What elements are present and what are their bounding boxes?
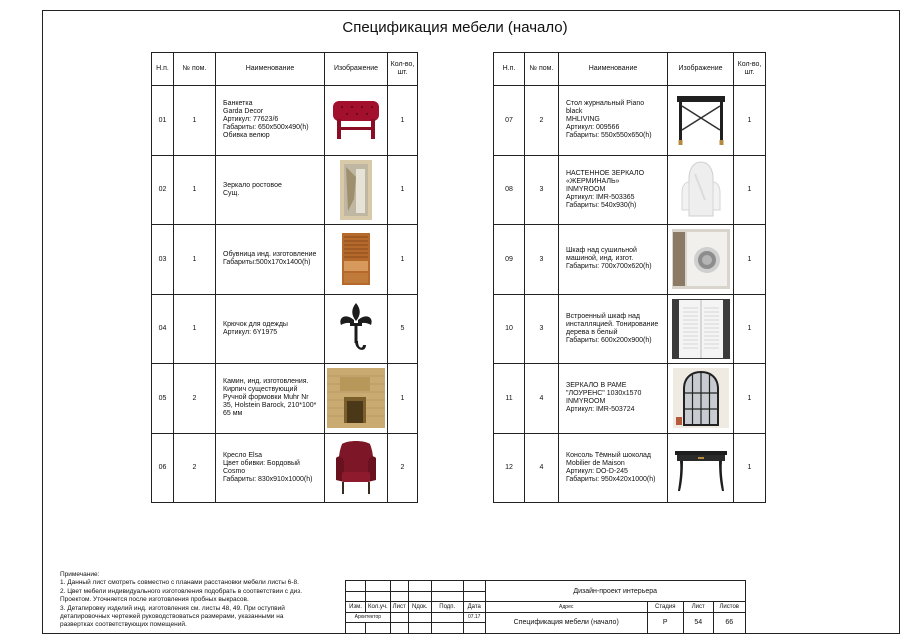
header-pos: № пом. bbox=[525, 53, 559, 86]
stage-value: Р bbox=[647, 612, 683, 633]
col-podp: Подп. bbox=[431, 602, 463, 613]
table-row bbox=[152, 433, 418, 503]
sheet-title: Спецификация мебели (начало) bbox=[485, 612, 647, 633]
console-table-icon bbox=[672, 443, 730, 493]
row-num: 07 bbox=[494, 86, 525, 156]
row-num: 01 bbox=[152, 86, 174, 156]
row-name: Обувница инд. изготовление Габариты:500х170х1400(h) bbox=[216, 225, 325, 295]
title-block bbox=[345, 580, 746, 634]
row-num: 03 bbox=[152, 225, 174, 295]
stage-label: Стадия bbox=[647, 602, 683, 613]
row-pos: 3 bbox=[525, 294, 559, 364]
row-num: 09 bbox=[494, 225, 525, 295]
row-name: ЗЕРКАЛО В РАМЕ "ЛОУРЕНС" 1030х1570 INMYROOM Артикул: IMR-503724 bbox=[559, 364, 668, 434]
row-qty: 1 bbox=[388, 364, 418, 434]
row-num: 10 bbox=[494, 294, 525, 364]
row-name: Консоль Тёмный шоколад Mobilier de Maison Артикул: DO-D-245 Габариты: 950х420х1000(h) bbox=[559, 433, 668, 503]
row-pos: 1 bbox=[174, 294, 216, 364]
row-name: НАСТЕННОЕ ЗЕРКАЛО «ЖЕРМИНАЛЬ» INMYROOM Артикул: IMR-503365 Габариты: 540х930(h) bbox=[559, 155, 668, 225]
table-row bbox=[494, 225, 766, 295]
table-row bbox=[494, 155, 766, 225]
sheets-value: 66 bbox=[713, 612, 745, 633]
row-pos: 3 bbox=[525, 225, 559, 295]
header-num: Н.п. bbox=[152, 53, 174, 86]
sheet-label: Лист bbox=[683, 602, 713, 613]
row-num: 12 bbox=[494, 433, 525, 503]
spec-table-right bbox=[493, 52, 766, 503]
col-izm: Изм. bbox=[346, 602, 366, 613]
row-qty: 1 bbox=[388, 225, 418, 295]
row-num: 04 bbox=[152, 294, 174, 364]
row-qty: 1 bbox=[734, 433, 766, 503]
row-num: 11 bbox=[494, 364, 525, 434]
col-koluch: Кол.уч. bbox=[366, 602, 391, 613]
row-name: Зеркало ростовое Сущ. bbox=[216, 155, 325, 225]
sheet-value: 54 bbox=[683, 612, 713, 633]
row-name: Стол журнальный Piano black MHLIVING Артикул: 009566 Габариты: 550х550х650(h) bbox=[559, 86, 668, 156]
wall-mirror-icon bbox=[679, 160, 723, 220]
col-ndok: Nдок. bbox=[408, 602, 431, 613]
row-num: 05 bbox=[152, 364, 174, 434]
louvered-cabinet-icon bbox=[671, 298, 731, 360]
table-row bbox=[152, 225, 418, 295]
row-qty: 1 bbox=[734, 86, 766, 156]
shoe-cabinet-icon bbox=[338, 231, 374, 287]
armchair-icon bbox=[332, 440, 380, 496]
coffee-table-icon bbox=[673, 92, 729, 148]
spec-table-left bbox=[151, 52, 418, 503]
row-qty: 1 bbox=[388, 86, 418, 156]
page-title: Спецификация мебели (начало) bbox=[342, 19, 568, 36]
table-row bbox=[494, 294, 766, 364]
row-qty: 1 bbox=[388, 155, 418, 225]
row-name: Крючок для одежды Артикул: 6Y1975 bbox=[216, 294, 325, 364]
table-row bbox=[494, 86, 766, 156]
address-label: Адрес bbox=[485, 602, 647, 613]
floor-mirror-icon bbox=[336, 159, 376, 221]
row-pos: 4 bbox=[525, 364, 559, 434]
row-num: 08 bbox=[494, 155, 525, 225]
header-name: Наименование bbox=[559, 53, 668, 86]
header-num: Н.п. bbox=[494, 53, 525, 86]
row-qty: 5 bbox=[388, 294, 418, 364]
row-pos: 1 bbox=[174, 225, 216, 295]
row-pos: 2 bbox=[525, 86, 559, 156]
brick-fireplace-icon bbox=[326, 367, 386, 429]
header-qty: Кол-во, шт. bbox=[388, 53, 418, 86]
row-pos: 2 bbox=[174, 364, 216, 434]
row-pos: 3 bbox=[525, 155, 559, 225]
table-row bbox=[152, 155, 418, 225]
col-list: Лист bbox=[390, 602, 408, 613]
row-name: Банкетка Garda Decor Артикул: 77623/6 Габариты: 650х500х490(h) Обивка велюр bbox=[216, 86, 325, 156]
laundry-cabinet-icon bbox=[671, 228, 731, 290]
row-qty: 1 bbox=[734, 294, 766, 364]
header-name: Наименование bbox=[216, 53, 325, 86]
header-image: Изображение bbox=[668, 53, 734, 86]
notes: Примечание: 1. Данный лист смотреть совместно с планами расстановки мебели листы 6-8. 2. Цвет мебели индивидуального изготовления подобрать в соответствии с диз. Проектом. Уточняется после изготовления пробных выкрасов. 3. Детапировку изделий инд. изготовления см. листы 48, 49. При оступвий детапировочных чертежей руководствоваться размерами, указанными на развертках соответствующих помещений. bbox=[60, 571, 303, 629]
sheets-label: Листов bbox=[713, 602, 745, 613]
table-header bbox=[494, 53, 766, 86]
header-image: Изображение bbox=[325, 53, 388, 86]
table-row bbox=[494, 433, 766, 503]
table-header bbox=[152, 53, 418, 86]
row-qty: 1 bbox=[734, 155, 766, 225]
row-qty: 1 bbox=[734, 364, 766, 434]
row-qty: 2 bbox=[388, 433, 418, 503]
col-data: Дата bbox=[463, 602, 485, 613]
header-qty: Кол-во, шт. bbox=[734, 53, 766, 86]
fleur-hook-icon bbox=[336, 301, 376, 357]
role-architect: Архитектор bbox=[346, 612, 391, 623]
row-name: Шкаф над сушильной машиной, инд. изгот. Габариты: 700х700х620(h) bbox=[559, 225, 668, 295]
arched-mirror-icon bbox=[672, 367, 730, 429]
table-row bbox=[152, 86, 418, 156]
ottoman-icon bbox=[330, 97, 382, 143]
row-name: Встроенный шкаф над инсталляцией. Тонирование дерева в белый Габариты: 600х200х900(h) bbox=[559, 294, 668, 364]
table-row bbox=[494, 364, 766, 434]
row-pos: 2 bbox=[174, 433, 216, 503]
header-pos: № пом. bbox=[174, 53, 216, 86]
table-row bbox=[152, 294, 418, 364]
row-num: 06 bbox=[152, 433, 174, 503]
row-name: Камин, инд. изготовления. Кирпич существующий Ручной формовки Muhr Nr 35, Holstein Barock, 210*100* 65 мм bbox=[216, 364, 325, 434]
stamp-date: 07.17 bbox=[463, 612, 485, 623]
table-row bbox=[152, 364, 418, 434]
row-pos: 1 bbox=[174, 86, 216, 156]
row-name: Кресло Elsa Цвет обивки: Бордовый Cosmo Габариты: 830х910х1000(h) bbox=[216, 433, 325, 503]
row-num: 02 bbox=[152, 155, 174, 225]
row-pos: 4 bbox=[525, 433, 559, 503]
row-pos: 1 bbox=[174, 155, 216, 225]
row-qty: 1 bbox=[734, 225, 766, 295]
project-name: Дизайн-проект интерьера bbox=[485, 581, 745, 602]
